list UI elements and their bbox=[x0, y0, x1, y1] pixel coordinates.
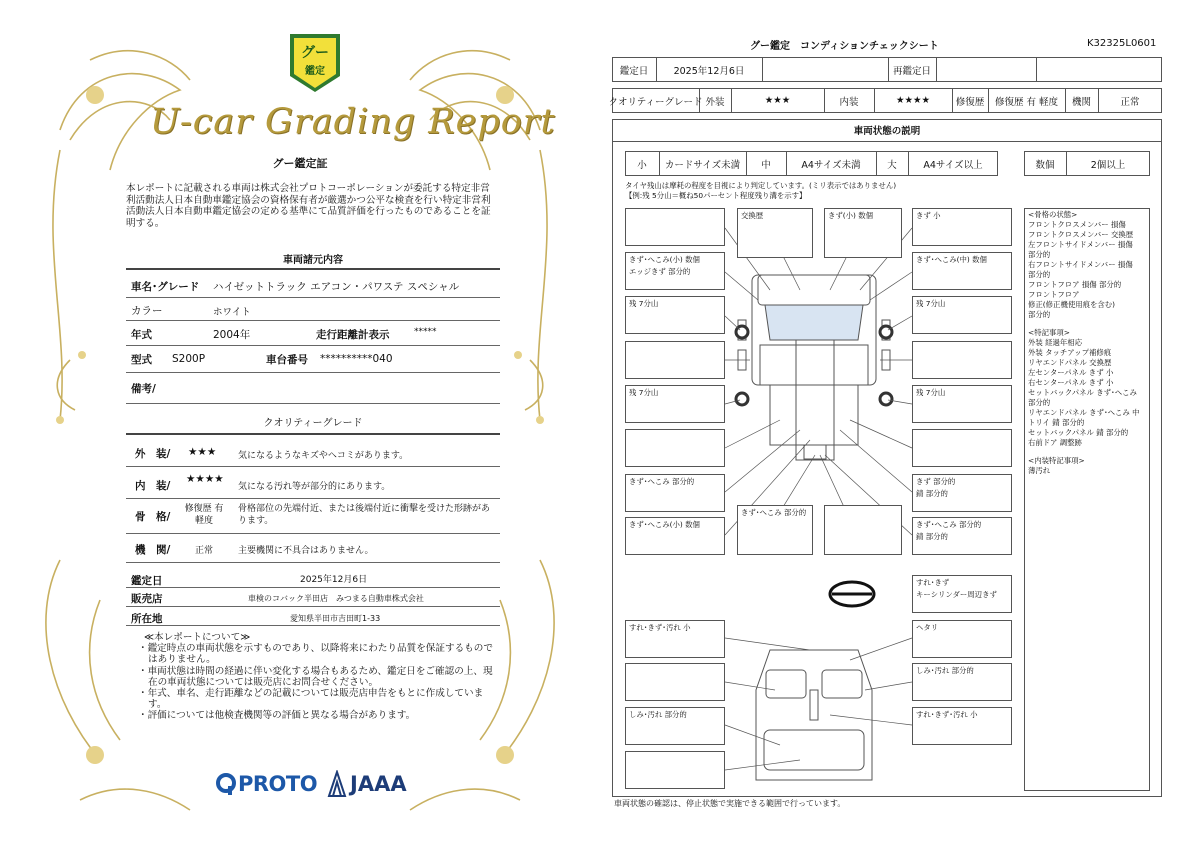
special-note-item: リヤエンドパネル 交換歴 bbox=[1028, 358, 1112, 367]
condition-box: きず･へこみ(中) 数個 bbox=[912, 252, 1012, 290]
engine-value: 正常 bbox=[195, 546, 214, 556]
address-label: 所在地 bbox=[131, 613, 163, 625]
condition-check-sheet bbox=[600, 0, 1200, 848]
qg-repair-value: 修復歴 有 軽度 bbox=[994, 96, 1059, 108]
condition-text: きず･へこみ 部分的 bbox=[916, 520, 982, 529]
address-value: 愛知県半田市吉田町1-33 bbox=[290, 614, 381, 623]
chassis-value: **********040 bbox=[320, 353, 393, 365]
condition-notes bbox=[1028, 210, 1140, 476]
frame-condition-item: フロントクロスメンバー 交換歴 bbox=[1028, 230, 1134, 239]
car-name-value: ハイゼットトラック エアコン・パワステ スペシャル bbox=[213, 281, 460, 293]
legend-several-desc: 2個以上 bbox=[1090, 159, 1126, 171]
appraisal-date-label: 鑑定日 bbox=[131, 575, 163, 587]
condition-box bbox=[912, 429, 1012, 467]
condition-box bbox=[912, 341, 1012, 379]
report-title: U-car Grading Report bbox=[150, 102, 556, 142]
note-item: ・年式、車名、走行距離などの記載については販売店申告をもとに作成しています。 bbox=[138, 688, 484, 711]
model-value: S200P bbox=[172, 353, 206, 365]
certificate-title: グー鑑定証 bbox=[272, 157, 328, 170]
condition-box bbox=[912, 575, 1012, 613]
qg-repair-label: 修復歴 bbox=[955, 96, 985, 108]
tire-note: タイヤ残山は摩耗の程度を目視により判定しています。(ミリ表示ではありません) bbox=[625, 181, 897, 190]
frame-condition-item: フロントフロア bbox=[1028, 290, 1080, 299]
badge-text-goo: グー bbox=[301, 45, 329, 61]
special-note-item: 外装 経過年相応 bbox=[1028, 338, 1083, 347]
chassis-label: 車台番号 bbox=[266, 354, 308, 366]
condition-text: 錆 部分的 bbox=[916, 488, 948, 498]
legend-medium: 中 bbox=[761, 159, 771, 171]
date-value: 2025年12月6日 bbox=[673, 65, 745, 77]
condition-box: きず･へこみ 部分的 bbox=[737, 505, 813, 555]
legend-small-desc: カードサイズ未満 bbox=[664, 159, 741, 171]
condition-box bbox=[824, 505, 902, 555]
jaaa-logo-mark bbox=[327, 770, 347, 798]
note-item: ・評価については他検査機関等の評価と異なる場合があります。 bbox=[138, 710, 416, 722]
year-label: 年式 bbox=[131, 329, 152, 341]
qg-int-label: 内装 bbox=[839, 96, 859, 108]
frame-condition-item: フロントフロア 損傷 部分的 bbox=[1028, 280, 1122, 289]
certificate-text: 本レポートに記載される車両は株式会社プロトコーポレーションが委託する特定非営利活動法人日本自動車鑑定協会の資格保有者が厳選かつ公平な検査を行い特定非営利活動法人日本自動車鑑定協会の定める基準にて品質評価を行ったものであることを証明する。 bbox=[126, 183, 491, 229]
legend-large-desc: A4サイズ以上 bbox=[923, 159, 983, 171]
notes-title: ≪本レポートについて≫ bbox=[144, 632, 251, 643]
proto-logo: PROTO bbox=[238, 772, 318, 796]
mileage-value: ***** bbox=[414, 327, 437, 337]
proto-logo-mark bbox=[216, 772, 236, 796]
mileage-label: 走行距離計表示 bbox=[316, 329, 390, 341]
special-note-item: セットバックパネル 錆 部分的 bbox=[1028, 428, 1129, 437]
qg-int-value: ★★★★ bbox=[895, 95, 931, 106]
condition-box: きず 小 bbox=[912, 208, 1012, 246]
condition-box: 残 7分山 bbox=[912, 296, 1012, 334]
condition-box: しみ･汚れ 部分的 bbox=[625, 707, 725, 745]
model-label: 型式 bbox=[131, 354, 152, 366]
frame-condition-item: フロントクロスメンバー 損傷 bbox=[1028, 220, 1126, 229]
color-label: カラー bbox=[131, 305, 163, 317]
shop-label: 販売店 bbox=[131, 593, 163, 605]
condition-text: キーシリンダー周辺きず bbox=[916, 589, 997, 599]
special-note-item: 左センターパネル きず 小 bbox=[1028, 368, 1114, 377]
explain-title: 車両状態の説明 bbox=[853, 126, 921, 137]
color-value: ホワイト bbox=[213, 307, 251, 318]
frame-value: 修復歴 有 軽度 bbox=[184, 504, 224, 526]
appraisal-date-value: 2025年12月6日 bbox=[300, 575, 368, 585]
frame-condition-item: 部分的 bbox=[1028, 310, 1051, 319]
frame-label: 骨 格/ bbox=[135, 511, 171, 523]
qg-ext-value: ★★★ bbox=[764, 95, 791, 106]
condition-text: エッジきず 部分的 bbox=[629, 266, 691, 276]
frame-condition-item: 部分的 bbox=[1028, 270, 1051, 279]
shop-value: 車検のコバック半田店 みつまる自動車株式会社 bbox=[248, 594, 424, 603]
jaaa-logo: JAAA bbox=[350, 772, 407, 796]
re-date-label: 再鑑定日 bbox=[892, 65, 931, 77]
frame-condition-item: 修正(修正機使用痕を含む) bbox=[1028, 300, 1116, 309]
report-notes bbox=[138, 632, 498, 722]
interior-notes-title: <内装特記事項> bbox=[1028, 456, 1085, 465]
condition-box: 残 7分山 bbox=[912, 385, 1012, 423]
special-note-item: 右センターパネル きず 小 bbox=[1028, 378, 1114, 387]
condition-box: すれ･きず･汚れ 小 bbox=[625, 620, 725, 658]
badge-text-kantei: 鑑定 bbox=[305, 66, 325, 77]
special-note-item: リヤエンドパネル きず･へこみ 中 bbox=[1028, 408, 1140, 417]
condition-box: 残 7分山 bbox=[625, 296, 725, 334]
special-note-item: 部分的 bbox=[1028, 398, 1051, 407]
condition-box bbox=[625, 751, 725, 789]
sheet-footer: 車両状態の確認は、停止状態で実施できる範囲で行っています。 bbox=[614, 799, 846, 808]
condition-box: すれ･きず･汚れ 小 bbox=[912, 707, 1012, 745]
engine-label: 機 関/ bbox=[135, 544, 171, 556]
special-note-item: 外装 タッチアップ補修痕 bbox=[1028, 348, 1112, 357]
remarks-label: 備考/ bbox=[131, 383, 156, 395]
exterior-comment: 気になるようなキズやヘコミがあります。 bbox=[238, 451, 409, 461]
special-note-item: 右前ドア 調整跡 bbox=[1028, 438, 1082, 447]
condition-box: しみ･汚れ 部分的 bbox=[912, 663, 1012, 701]
car-name-label: 車名･グレード bbox=[131, 281, 200, 293]
interior-comment: 気になる汚れ等が部分的にあります。 bbox=[238, 482, 391, 492]
condition-box: きず･へこみ 部分的 bbox=[625, 474, 725, 512]
sheet-title: グー鑑定 コンディションチェックシート bbox=[750, 41, 939, 52]
quality-section-title: クオリティーグレード bbox=[263, 418, 363, 429]
special-note-item: トリイ 錆 部分的 bbox=[1028, 418, 1085, 427]
condition-box bbox=[625, 341, 725, 379]
condition-box bbox=[912, 517, 1012, 555]
condition-box: きず(小) 数個 bbox=[824, 208, 902, 258]
frame-condition-item: 左フロントサイドメンバー 損傷 bbox=[1028, 240, 1133, 249]
qg-label: クオリティーグレード bbox=[608, 96, 703, 108]
qg-engine-label: 機関 bbox=[1071, 96, 1091, 108]
date-label: 鑑定日 bbox=[619, 65, 649, 77]
condition-box: 交換歴 bbox=[737, 208, 813, 258]
interior-stars: ★★★★ bbox=[186, 473, 224, 485]
condition-box bbox=[625, 252, 725, 290]
frame-condition-title: <骨格の状態> bbox=[1028, 210, 1078, 219]
legend-several: 数個 bbox=[1035, 159, 1055, 171]
condition-text: きず 部分的 bbox=[916, 477, 956, 486]
interior-note-item: 薄汚れ bbox=[1028, 466, 1051, 475]
specs-section-title: 車両諸元内容 bbox=[283, 255, 343, 266]
goo-kantei-badge bbox=[286, 30, 344, 94]
tire-note-example: 【例:残 5分山＝概ね50パーセント程度残り溝を示す】 bbox=[625, 191, 807, 200]
frame-condition-item: 右フロントサイドメンバー 損傷 bbox=[1028, 260, 1133, 269]
exterior-stars: ★★★ bbox=[188, 446, 217, 458]
engine-comment: 主要機関に不具合はありません。 bbox=[238, 546, 374, 556]
interior-label: 内 装/ bbox=[135, 480, 171, 492]
qg-engine-value: 正常 bbox=[1120, 96, 1140, 108]
special-notes-title: <特記事項> bbox=[1028, 328, 1070, 337]
condition-box: ヘタリ bbox=[912, 620, 1012, 658]
note-item: ・車両状態は時間の経過に伴い変化する場合もあるため、鑑定日をご確認の上、現在の車両状態については販売店にお問合せください。 bbox=[138, 665, 493, 688]
special-note-item: セットバックパネル きず･へこみ bbox=[1028, 388, 1137, 397]
condition-box: きず･へこみ(小) 数個 bbox=[625, 517, 725, 555]
frame-condition-item: 部分的 bbox=[1028, 250, 1051, 259]
exterior-label: 外 装/ bbox=[135, 448, 171, 460]
condition-box bbox=[625, 429, 725, 467]
year-value: 2004年 bbox=[213, 329, 251, 341]
frame-comment: 骨格部位の先端付近、または後端付近に衝撃を受けた形跡があります。 bbox=[238, 504, 491, 526]
condition-text: きず･へこみ(小) 数個 bbox=[629, 255, 700, 264]
condition-box: 残 7分山 bbox=[625, 385, 725, 423]
legend-medium-desc: A4サイズ未満 bbox=[801, 159, 861, 171]
note-item: ・鑑定時点の車両状態を示すものであり、以降将来にわたり品質を保証するものではありません。 bbox=[138, 643, 493, 666]
condition-box bbox=[625, 663, 725, 701]
sheet-code: K32325L0601 bbox=[1087, 38, 1157, 49]
qg-ext-label: 外装 bbox=[705, 96, 725, 108]
condition-box bbox=[912, 474, 1012, 512]
condition-text: すれ･きず bbox=[916, 578, 950, 587]
legend-large: 大 bbox=[887, 159, 897, 171]
legend-small: 小 bbox=[637, 159, 647, 171]
condition-text: 錆 部分的 bbox=[916, 531, 948, 541]
condition-box bbox=[625, 208, 725, 246]
